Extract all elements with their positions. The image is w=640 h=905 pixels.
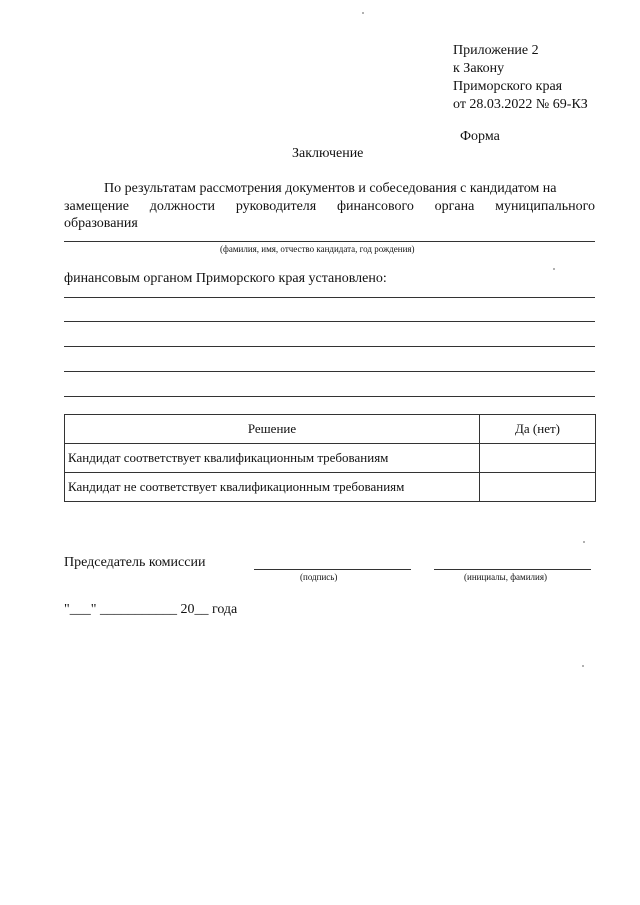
decision-cell: Кандидат соответствует квалификационным требованиям [65, 444, 480, 473]
finding-line[interactable] [64, 396, 595, 397]
date-year-word: года [211, 602, 238, 617]
intro-line-3: образования [64, 216, 138, 231]
date-year-blank[interactable]: __ [194, 602, 209, 617]
scan-speck [582, 665, 584, 667]
candidate-name-hint: (фамилия, имя, отчество кандидата, год рождения) [220, 244, 415, 254]
signature-hint: (подпись) [300, 572, 338, 582]
appendix-line-1: Приложение 2 [453, 43, 539, 58]
finding-line[interactable] [64, 297, 595, 298]
chairman-label: Председатель комиссии [64, 555, 206, 570]
header-yes-no: Да (нет) [480, 415, 596, 444]
date-year-prefix: 20 [180, 602, 195, 617]
scan-speck [553, 268, 555, 270]
name-field[interactable] [434, 569, 591, 570]
appendix-block [453, 42, 633, 114]
date-month-blank[interactable]: ___________ [99, 602, 177, 617]
appendix-line-2: к Закону [453, 61, 505, 76]
date-day-blank[interactable]: ___ [69, 602, 91, 617]
decision-table [64, 414, 596, 502]
name-hint: (инициалы, фамилия) [464, 572, 547, 582]
finding-line[interactable] [64, 371, 595, 372]
yes-no-cell[interactable] [480, 473, 596, 502]
date-line [64, 601, 237, 619]
finding-line[interactable] [64, 321, 595, 322]
table-header-row [65, 415, 596, 444]
form-label: Форма [460, 129, 500, 144]
signature-field[interactable] [254, 569, 411, 570]
yes-no-cell[interactable] [480, 444, 596, 473]
intro-line-1: По результатам рассмотрения документов и собеседования с кандидатом на [104, 181, 557, 196]
decision-cell: Кандидат не соответствует квалификационным требованиям [65, 473, 480, 502]
table-row [65, 473, 596, 502]
document-title: Заключение [292, 146, 364, 161]
scan-speck [583, 541, 585, 543]
appendix-line-4: от 28.03.2022 № 69-КЗ [453, 97, 588, 112]
appendix-line-3: Приморского края [453, 79, 563, 94]
intro-line-2: замещение должности руководителя финансового органа муниципального [64, 199, 595, 214]
candidate-name-field[interactable] [64, 241, 595, 242]
date-open-quote: " [64, 602, 70, 617]
established-text: финансовым органом Приморского края установлено: [64, 271, 387, 286]
table-row [65, 444, 596, 473]
date-close-quote: " [90, 602, 97, 617]
scan-speck [362, 12, 364, 14]
finding-line[interactable] [64, 346, 595, 347]
header-decision: Решение [65, 415, 480, 444]
